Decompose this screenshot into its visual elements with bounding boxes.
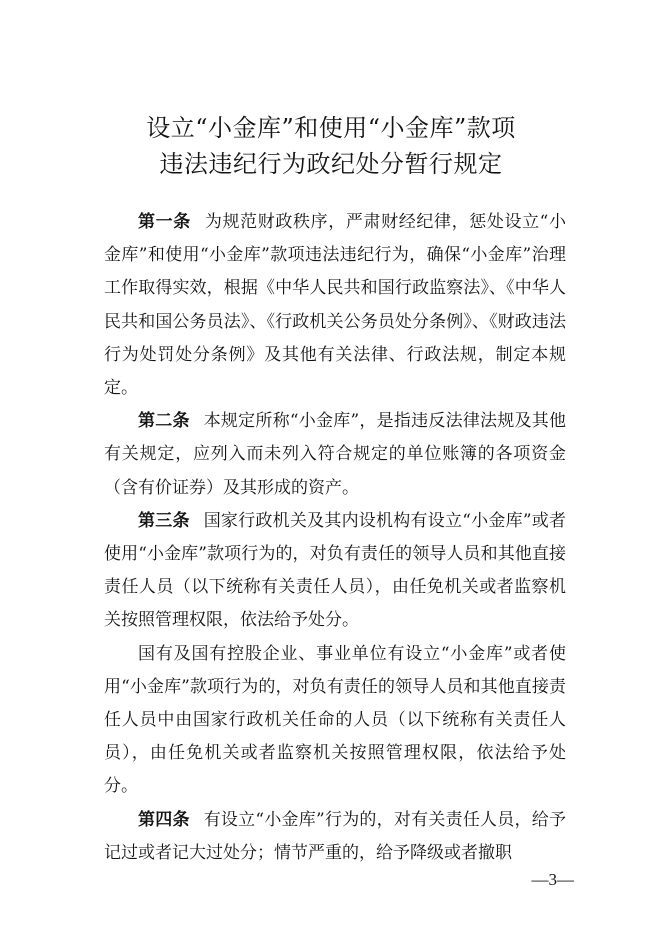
article-3-clause-2-text: 国有及国有控股企业、事业单位有设立“小金库”或者使用“小金库”款项行为的，对负有责任的领导人员和其他直接责任人员中由国家行政机关任命的人员（以下统称有关责任人员），由任免机关或者监察机关按照管理权限，依法给予处分。 xyxy=(104,643,566,797)
article-2-text: 本规定所称“小金库”，是指违反法律法规及其他有关规定，应列入而未列入符合规定的单位账簿的各项资金（含有价证券）及其形成的资产。 xyxy=(104,411,566,498)
article-3-paragraph xyxy=(104,505,566,638)
article-4-heading: 第四条 xyxy=(138,809,190,830)
article-4-text: 有设立“小金库”行为的，对有关责任人员，给予记过或者记大过处分；情节严重的，给予降级或者撤职 xyxy=(104,809,566,863)
document-title-line-2: 违法违纪行为政纪处分暂行规定 xyxy=(159,150,503,178)
article-3-heading: 第三条 xyxy=(138,510,190,531)
article-3-text: 国家行政机关及其内设机构有设立“小金库”或者使用“小金库”款项行为的，对负有责任的领导人员和其他直接责任人员（以下统称有关责任人员），由任免机关或者监察机关按照管理权限，依法给予处分。 xyxy=(104,510,566,631)
page-number: —3— xyxy=(531,870,574,889)
document-title-line-1: 设立“小金库”和使用“小金库”款项 xyxy=(146,114,516,142)
article-1-text: 为规范财政秩序，严肃财经纪律，惩处设立“小金库”和使用“小金库”款项违法违纪行为，确保“小金库”治理工作取得实效，根据《中华人民共和国行政监察法》、《中华人民共和国公务员法》、《行政机关公务员处分条例》、《财政违法行为处罚处分条例》及其他有关法律、行政法规，制定本规定。 xyxy=(104,212,566,399)
article-4-paragraph xyxy=(104,804,566,870)
article-2-heading: 第二条 xyxy=(138,411,190,432)
article-3-clause-2-paragraph xyxy=(104,638,566,804)
article-2-paragraph xyxy=(104,405,566,505)
document-body xyxy=(104,206,566,870)
article-1-paragraph xyxy=(104,206,566,405)
article-1-heading: 第一条 xyxy=(138,212,191,232)
